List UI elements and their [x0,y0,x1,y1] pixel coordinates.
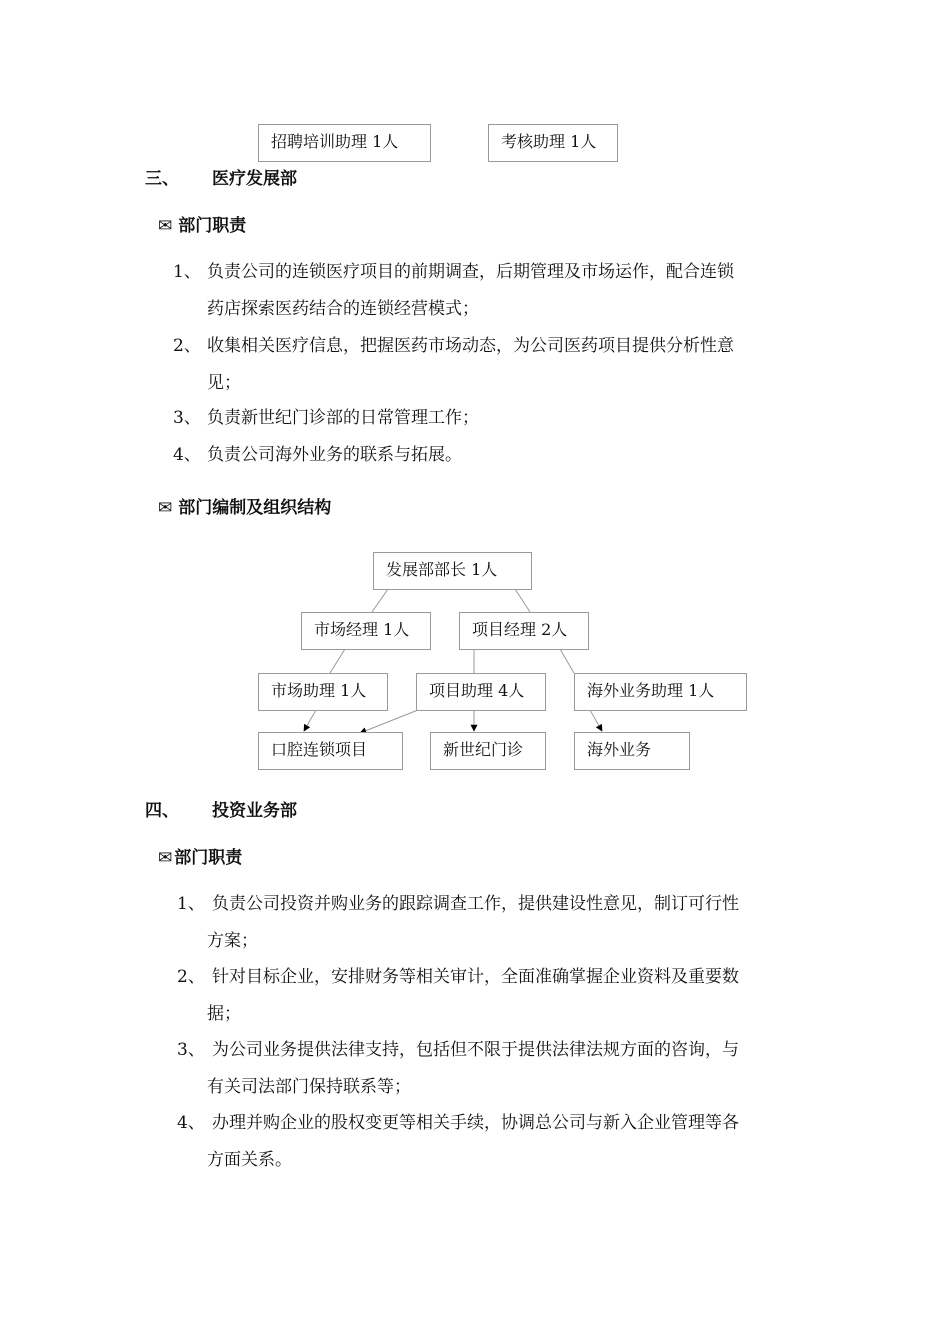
org-overseas-business-box: 海外业务 [574,732,690,770]
envelope-icon: ✉ [158,498,173,518]
section4-duties-heading [158,843,242,868]
s3-duty-2-num: 2、 [173,336,201,356]
s3-duty-4-num: 4、 [173,445,201,465]
arrow-market-dental [304,710,316,731]
section4-title: 投资业务部 [212,801,297,821]
s3-duty-4-line1: 负责公司海外业务的联系与拓展。 [207,445,462,465]
s3-duty-1-line1: 负责公司的连锁医疗项目的前期调查，后期管理及市场运作，配合连锁 [207,262,734,282]
s4-duty-3-num: 3、 [177,1040,205,1060]
org-market-manager-box: 市场经理 1人 [301,612,431,650]
s4-duty-1-line1: 负责公司投资并购业务的跟踪调查工作，提供建设性意见，制订可行性 [212,894,739,914]
org-new-century-clinic-box: 新世纪门诊 [430,732,546,770]
section3-title: 医疗发展部 [212,169,297,189]
org-market-assistant-box: 市场助理 1人 [258,673,388,711]
connector-head-market [372,589,388,612]
arrow-project-dental [360,710,418,733]
org-dental-project-box: 口腔连锁项目 [258,732,403,770]
connector-project-mgr-overseas [560,649,574,673]
assessment-assistant-box: 考核助理 1人 [488,124,618,162]
s3-duty-3-num: 3、 [173,408,201,428]
s4-duty-3-line1: 为公司业务提供法律支持，包括但不限于提供法律法规方面的咨询，与 [212,1040,739,1060]
s4-duty-1-num: 1、 [177,894,205,914]
connector-head-project [515,589,530,612]
s3-duty-2-line2: 见； [207,373,241,393]
s3-duty-3-line1: 负责新世纪门诊部的日常管理工作； [207,408,479,428]
org-overseas-assistant-box: 海外业务助理 1人 [574,673,747,711]
envelope-icon: ✉ [158,848,173,868]
envelope-icon: ✉ [158,216,173,236]
s4-duty-1-line2: 方案； [207,931,258,951]
org-project-assistant-box: 项目助理 4人 [416,673,546,711]
s4-duty-4-line1: 办理并购企业的股权变更等相关手续，协调总公司与新入企业管理等各 [212,1113,739,1133]
s4-duty-2-line1: 针对目标企业，安排财务等相关审计，全面准确掌握企业资料及重要数 [212,967,739,987]
arrow-overseas-business [590,710,602,731]
duties-heading-label: 部门职责 [178,216,247,236]
section4-number: 四、 [145,801,179,821]
s4-duty-4-line2: 方面关系。 [207,1150,292,1170]
s4-duty-2-line2: 据； [207,1004,241,1024]
s3-duty-1-num: 1、 [173,262,201,282]
s3-duty-1-line2: 药店探索医药结合的连锁经营模式； [207,299,479,319]
s4-duty-2-num: 2、 [177,967,205,987]
org-head-box: 发展部部长 1人 [373,552,532,590]
s3-duty-2-line1: 收集相关医疗信息，把握医药市场动态，为公司医药项目提供分析性意 [207,336,734,356]
s4-duty-4-num: 4、 [177,1113,205,1133]
s4-duty-3-line2: 有关司法部门保持联系等； [207,1077,411,1097]
org-project-manager-box: 项目经理 2人 [459,612,589,650]
recruit-assistant-box: 招聘培训助理 1人 [258,124,431,162]
org-heading-label: 部门编制及组织结构 [178,498,332,518]
duties-heading-label: 部门职责 [174,848,243,868]
connector-market-mgr-asst [330,649,345,673]
section3-number: 三、 [145,169,179,189]
